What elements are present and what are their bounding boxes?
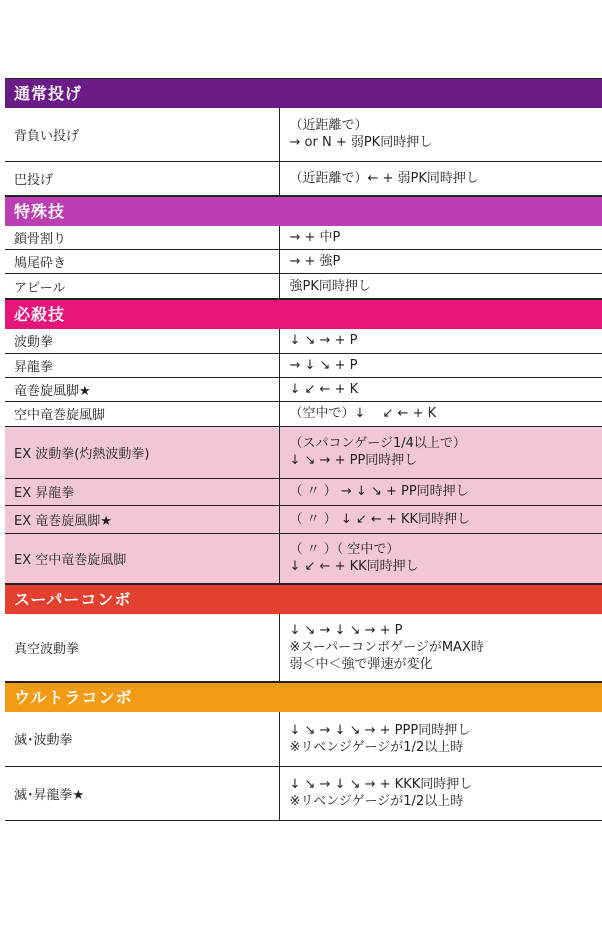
command-table (5, 226, 602, 300)
command-line: ※スーパーコンボゲージがMAX時 (289, 639, 484, 655)
table-row (5, 533, 602, 583)
command-line: ↓ ↘ → + P (289, 333, 358, 349)
command-line: （近距離で） (289, 118, 368, 134)
move-command (279, 426, 602, 478)
table-row (5, 329, 602, 353)
command-line: ↓ ↘ → + PP同時押し (289, 453, 418, 468)
move-name: EX 竜巻旋風脚★ (5, 505, 279, 533)
move-command (279, 108, 602, 161)
table-row (5, 353, 602, 377)
command-line: （ 〃 ）（ 空中で） (289, 542, 400, 557)
move-command (279, 766, 602, 820)
move-command (279, 401, 602, 426)
table-row (5, 250, 602, 274)
move-name: EX 昇龍拳 (5, 478, 279, 505)
table-row (5, 614, 602, 682)
move-name: 昇龍拳 (5, 353, 279, 377)
table-row (5, 161, 602, 195)
move-command (279, 274, 602, 299)
move-name: 巴投げ (5, 161, 279, 195)
command-line: → ↓ ↘ + P (289, 357, 358, 373)
command-line: → + 中P (289, 229, 341, 245)
section-header: 必殺技 (5, 299, 602, 329)
section-header: 特殊技 (5, 196, 602, 226)
move-name: 波動拳 (5, 329, 279, 353)
table-row (5, 478, 602, 505)
move-command (279, 250, 602, 274)
move-command (279, 377, 602, 401)
move-command (279, 353, 602, 377)
move-name: 鳩尾砕き (5, 250, 279, 274)
command-line: ↓ ↘ → ↓ ↘ → + KKK同時押し (289, 777, 473, 792)
section-header: 通常投げ (5, 78, 602, 108)
move-command (279, 161, 602, 195)
command-line: （スパコンゲージ1/4以上で） (289, 436, 466, 451)
command-table (5, 712, 602, 821)
table-row (5, 226, 602, 250)
move-command (279, 712, 602, 766)
command-line: （ 〃 ） → ↓ ↘ + PP同時押し (289, 484, 469, 499)
move-command (279, 533, 602, 583)
move-command (279, 478, 602, 505)
move-command (279, 614, 602, 682)
command-line: 強PK同時押し (289, 278, 371, 294)
command-line: （近距離で）← + 弱PK同時押し (289, 170, 479, 186)
command-line: → or N + 弱PK同時押し (289, 135, 433, 151)
command-line: → + 強P (289, 254, 341, 269)
move-name: 滅･波動拳 (5, 712, 279, 766)
move-command (279, 226, 602, 250)
move-name: 空中竜巻旋風脚 (5, 401, 279, 426)
command-line: ※リベンジゲージが1/2以上時 (289, 794, 464, 809)
table-row (5, 274, 602, 299)
command-line: （ 〃 ） ↓ ↙ ← + KK同時押し (289, 511, 471, 527)
table-row (5, 401, 602, 426)
move-name: EX 空中竜巻旋風脚 (5, 533, 279, 583)
move-name: 竜巻旋風脚★ (5, 377, 279, 401)
move-name: 滅･昇龍拳★ (5, 766, 279, 820)
command-line: ↓ ↙ ← + K (289, 381, 359, 397)
table-row (5, 108, 602, 161)
move-name: 背負い投げ (5, 108, 279, 161)
section-header: スーパーコンボ (5, 584, 602, 614)
move-command (279, 329, 602, 353)
table-row (5, 505, 602, 533)
command-table (5, 329, 602, 584)
move-name: EX 波動拳(灼熱波動拳) (5, 426, 279, 478)
table-row (5, 377, 602, 401)
move-name: アピール (5, 274, 279, 299)
table-row (5, 766, 602, 820)
command-line: （空中で）↓ ↙ ← + K (289, 406, 437, 421)
section-header: ウルトラコンボ (5, 682, 602, 712)
move-name: 鎖骨割り (5, 226, 279, 250)
command-table (5, 614, 602, 683)
table-row (5, 426, 602, 478)
command-list (5, 78, 602, 821)
move-name: 真空波動拳 (5, 614, 279, 682)
table-row (5, 712, 602, 766)
command-table (5, 108, 602, 196)
move-command (279, 505, 602, 533)
command-line: ※リベンジゲージが1/2以上時 (289, 739, 464, 755)
command-line: ↓ ↘ → ↓ ↘ → + P (289, 622, 403, 638)
command-line: 弱＜中＜強で弾速が変化 (289, 656, 433, 672)
command-line: ↓ ↙ ← + KK同時押し (289, 559, 419, 574)
command-line: ↓ ↘ → ↓ ↘ → + PPP同時押し (289, 722, 471, 738)
